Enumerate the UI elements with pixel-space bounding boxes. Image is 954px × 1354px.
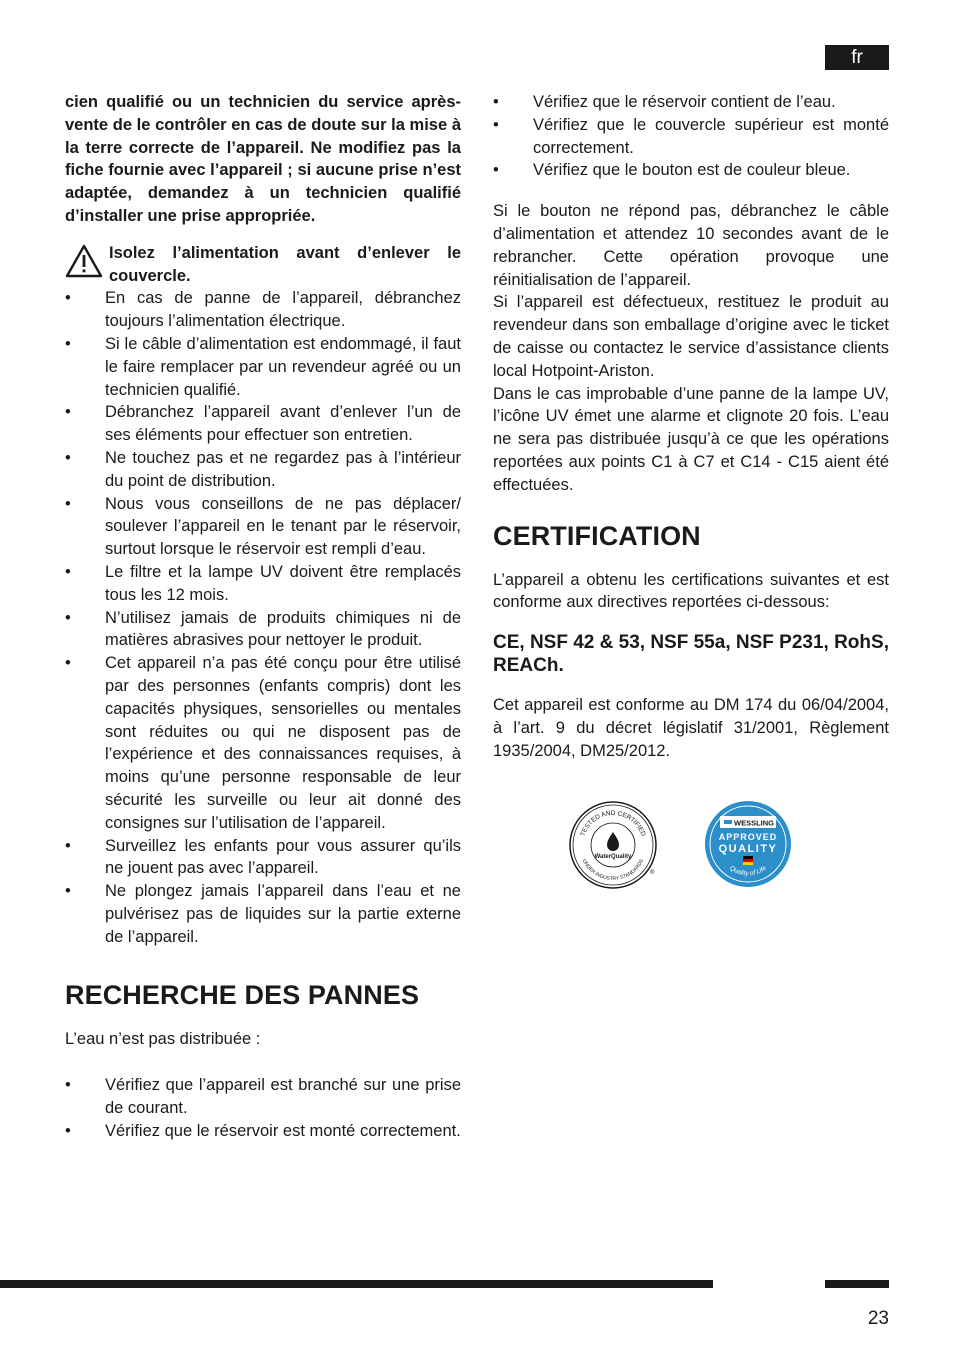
list-item: • Ne plongez jamais l’appareil dans l’eau et ne pulvérisez pas de liquides sur la partie externe de l’appareil.: [65, 880, 461, 948]
list-item: • Vérifiez que le bouton est de couleur bleue.: [493, 159, 889, 182]
list-item: • Surveillez les enfants pour vous assurer qu’ils ne jouent pas avec l’appareil.: [65, 835, 461, 881]
seal-top-text: TESTED AND CERTIFIED: [579, 809, 647, 838]
list-item: • Nous vous conseillons de ne pas déplacer/ soulever l’appareil en le tenant par le réservoir, surtout lorsque le réservoir est rempli d’eau.: [65, 493, 461, 561]
certification-heading: CERTIFICATION: [493, 520, 701, 551]
list-item: • Débranchez l’appareil avant d’enlever l’un de ses éléments pour effectuer son entretien.: [65, 401, 461, 447]
troubleshooting-list: [65, 1074, 461, 1142]
language-badge: fr: [825, 45, 889, 70]
waterquality-seal-logo: [568, 800, 658, 890]
list-item: • En cas de panne de l’appareil, débranchez toujours l’alimentation électrique.: [65, 287, 461, 333]
list-item: • Si le câble d’alimentation est endommagé, il faut le faire remplacer par un revendeur agréé ou un technicien qualifié.: [65, 333, 461, 401]
approved-text: APPROVED: [718, 832, 778, 842]
warning-note: [65, 242, 461, 288]
list-item: • Vérifiez que l’appareil est branché sur une prise de courant.: [65, 1074, 461, 1120]
list-item: • Vérifiez que le couvercle supérieur est monté correctement.: [493, 114, 889, 160]
list-item: • Vérifiez que le réservoir contient de l’eau.: [493, 91, 889, 114]
right-column: [493, 91, 889, 763]
certification-list: CE, NSF 42 & 53, NSF 55a, NSF P231, RohS, REACh.: [493, 632, 889, 677]
warning-triangle-icon: [65, 244, 103, 278]
seal-center-text: WaterQuality: [594, 854, 632, 860]
intro-paragraph: cien qualifié ou un technicien du service après-vente de le contrôler en cas de doute sur la mise à la terre correcte de l’appareil. Ne modifiez pas la fiche fournie avec l’appareil ; si aucune prise n’est adaptée, demandez à un technicien qualifié d’installer une prise appropriée.: [65, 93, 461, 225]
list-item: • Ne touchez pas et ne regardez pas à l’intérieur du point de distribution.: [65, 447, 461, 493]
defect-paragraph: Si l’appareil est défectueux, restituez le produit au revendeur dans son emballage d’origine avec le ticket de caisse ou contactez le service d’assistance clients local Hotpoint-Ariston.: [493, 293, 889, 380]
reset-paragraph: Si le bouton ne répond pas, débranchez le câble d’alimentation et attendez 10 secondes avant de le rebrancher. Cette opération provoque une réinitialisation de l’appareil.: [493, 202, 889, 289]
quality-text: QUALITY: [718, 843, 778, 855]
troubleshooting-subtext: L’eau n’est pas distribuée :: [65, 1030, 261, 1049]
page-number: 23: [867, 1308, 889, 1329]
safety-list: [65, 287, 461, 948]
seal-bottom-text: UNDER INDUSTRY STANDARDS: [580, 858, 646, 883]
compliance-paragraph: Cet appareil est conforme au DM 174 du 06/04/2004, à l’art. 9 du décret législatif 31/2001, Règlement 1935/2004, DM25/2012.: [493, 696, 889, 760]
certification-intro: L’appareil a obtenu les certifications suivantes et est conforme aux directives reportées ci-dessous:: [493, 570, 889, 612]
registered-mark: ®: [650, 870, 655, 876]
uv-lamp-paragraph: Dans le cas improbable d’une panne de la lampe UV, l’icône UV émet une alarme et clignote 20 fois. L’eau ne sera pas distribuée jusqu’à ce que les opérations reportées aux points C1 à C7 et C14 - C15 aient été effectuées.: [493, 384, 889, 494]
list-item: • Vérifiez que le réservoir est monté correctement.: [65, 1120, 461, 1143]
left-column: [65, 91, 461, 1143]
list-item: • Le filtre et la lampe UV doivent être remplacés tous les 12 mois.: [65, 561, 461, 607]
list-item: • N’utilisez jamais de produits chimiques ni de matières abrasives pour nettoyer le produit.: [65, 607, 461, 653]
certification-logos: [568, 800, 792, 890]
wessling-approved-quality-logo: [704, 800, 792, 888]
footer-bar-left: [0, 1280, 713, 1288]
troubleshooting-heading: RECHERCHE DES PANNES: [65, 980, 420, 1011]
tagline-text: Quality of Life: [728, 864, 768, 878]
footer-bar-right: [825, 1280, 889, 1288]
list-item: • Cet appareil n’a pas été conçu pour être utilisé par des personnes (enfants compris) dont les capacités physiques, sensorielles ou mentales sont réduites ou qui ne disposent pas de l’expérience et des connaissances requises, à moins qu’une personne responsable de leur sécurité les surveille ou leur ait donné des consignes sur l’utilisation de l’appareil.: [65, 652, 461, 834]
wessling-brand-text: WESSLING: [733, 818, 775, 828]
check-list: [493, 91, 889, 182]
warning-text: Isolez l’alimentation avant d’enlever le couvercle.: [109, 243, 461, 285]
german-flag-icon: [743, 856, 753, 865]
